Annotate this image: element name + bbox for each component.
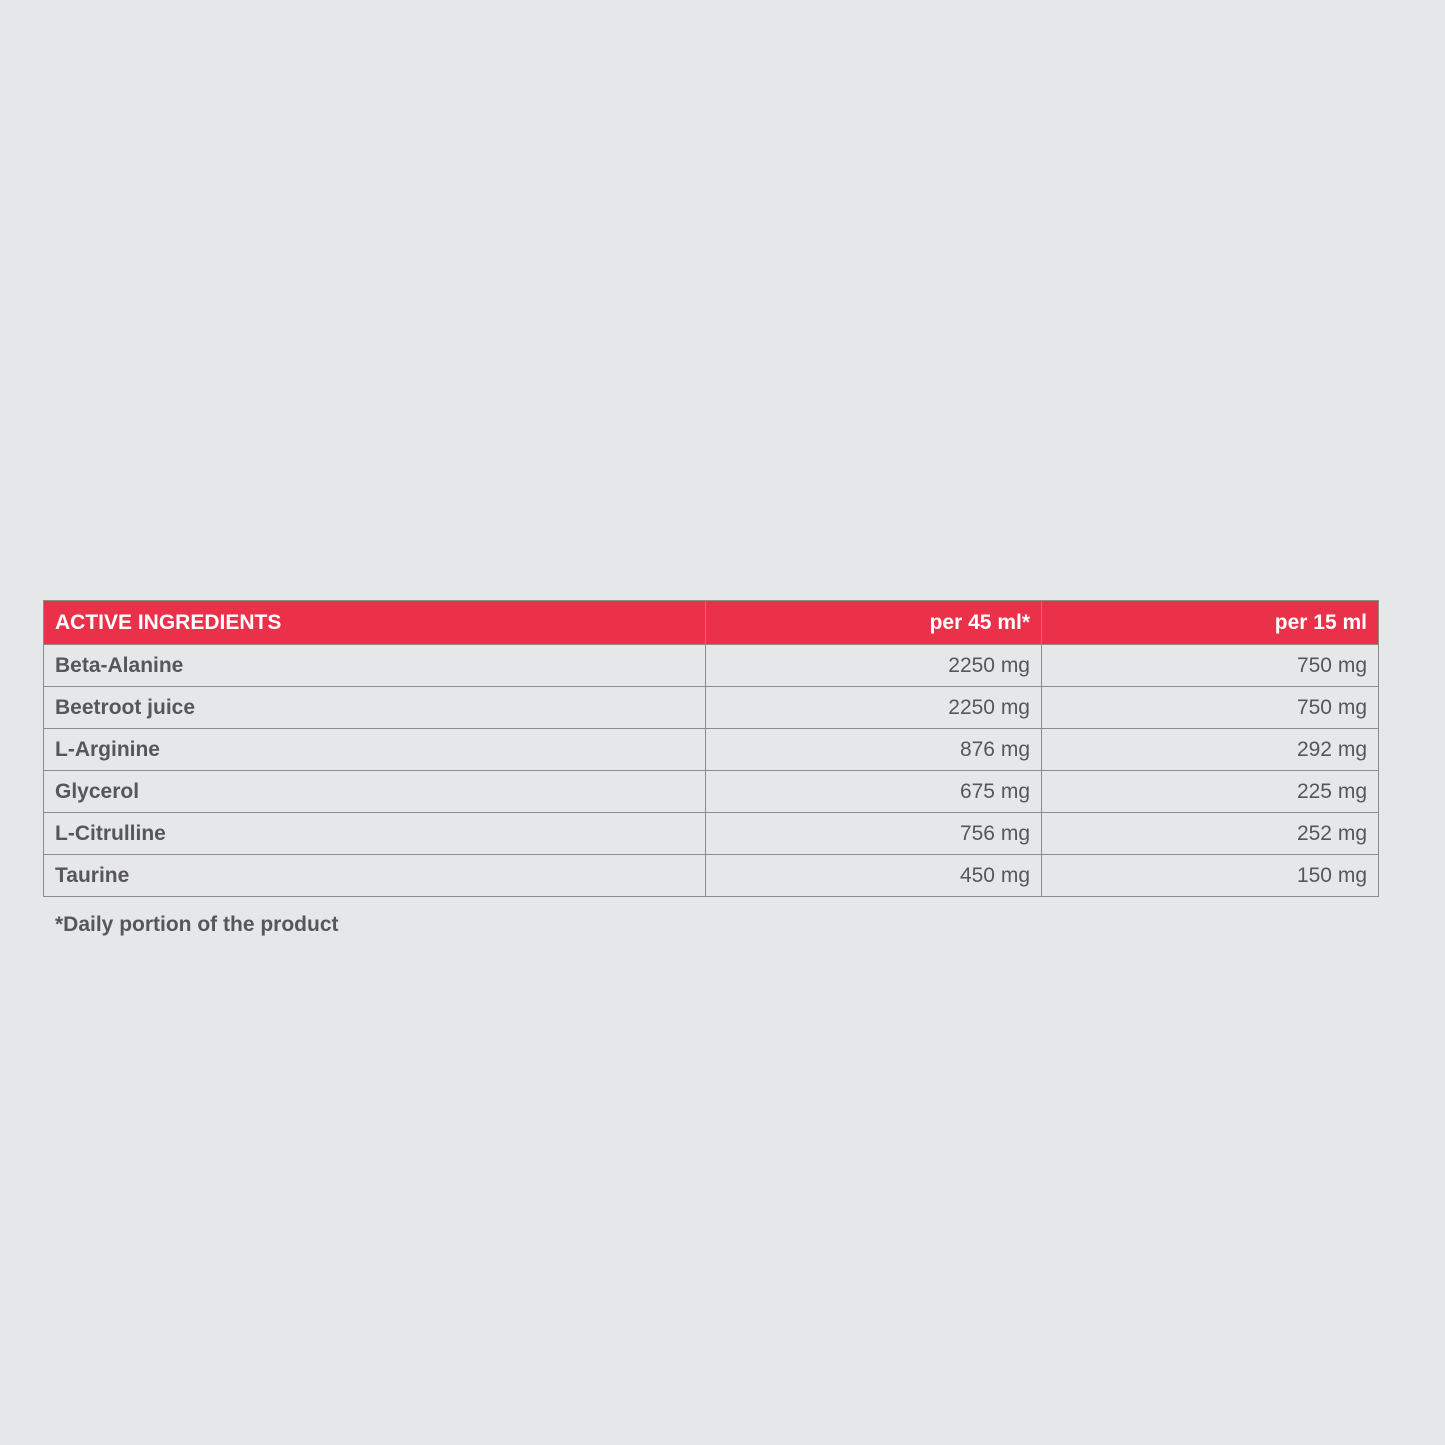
- amount-per-15ml: 750 mg: [1042, 645, 1379, 687]
- amount-per-15ml: 750 mg: [1042, 687, 1379, 729]
- amount-per-45ml: 2250 mg: [706, 645, 1042, 687]
- ingredient-name: L-Arginine: [44, 729, 706, 771]
- table-row: [44, 687, 1379, 729]
- header-per-45ml: per 45 ml*: [706, 601, 1042, 645]
- amount-per-15ml: 252 mg: [1042, 813, 1379, 855]
- header-per-15ml: per 15 ml: [1042, 601, 1379, 645]
- amount-per-15ml: 225 mg: [1042, 771, 1379, 813]
- amount-per-45ml: 450 mg: [706, 855, 1042, 897]
- footnote: *Daily portion of the product: [55, 913, 339, 936]
- table-row: [44, 813, 1379, 855]
- amount-per-15ml: 292 mg: [1042, 729, 1379, 771]
- table-header: [44, 601, 1379, 645]
- amount-per-45ml: 876 mg: [706, 729, 1042, 771]
- ingredient-name: Beta-Alanine: [44, 645, 706, 687]
- amount-per-45ml: 756 mg: [706, 813, 1042, 855]
- table-row: [44, 729, 1379, 771]
- ingredient-name: Glycerol: [44, 771, 706, 813]
- table-row: [44, 645, 1379, 687]
- amount-per-45ml: 675 mg: [706, 771, 1042, 813]
- table-body: [44, 645, 1379, 897]
- header-row: [44, 601, 1379, 645]
- amount-per-45ml: 2250 mg: [706, 687, 1042, 729]
- table-row: [44, 855, 1379, 897]
- amount-per-15ml: 150 mg: [1042, 855, 1379, 897]
- table-row: [44, 771, 1379, 813]
- ingredient-name: Taurine: [44, 855, 706, 897]
- ingredient-name: Beetroot juice: [44, 687, 706, 729]
- header-active-ingredients: ACTIVE INGREDIENTS: [44, 601, 706, 645]
- ingredient-name: L-Citrulline: [44, 813, 706, 855]
- ingredients-table: [43, 600, 1379, 897]
